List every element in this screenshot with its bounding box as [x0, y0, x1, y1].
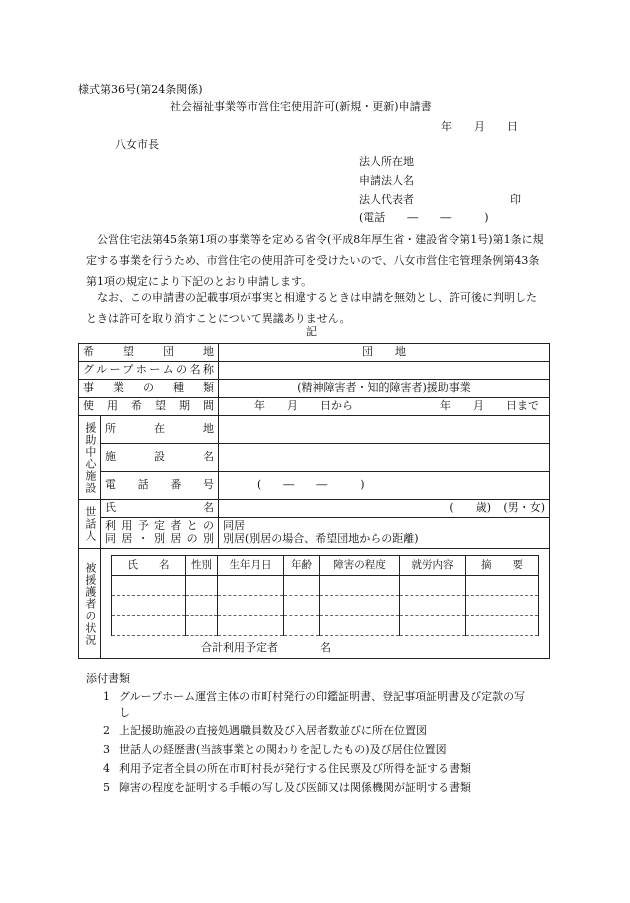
recipients-column-header: 障害の程度: [320, 556, 400, 576]
period-field[interactable]: [219, 398, 550, 416]
recipients-column-header: 就労内容: [400, 556, 466, 576]
ki-mark: 記: [306, 325, 317, 338]
recipients-column-header: 氏 名: [112, 556, 186, 576]
period-label: 使 用 希 望 期 間: [79, 398, 219, 416]
recipients-section: [101, 549, 550, 659]
attachment-item: [103, 760, 471, 778]
document-title: 社会福祉事業等市営住宅使用許可(新規・更新)申請書: [170, 100, 432, 113]
sex-value: (男・女): [503, 501, 545, 515]
phone-number-value: ( ― ― ): [257, 478, 365, 492]
age-value: ( 歳): [449, 501, 491, 515]
attachment-text: 上記援助施設の直接処遇職員数及び入居者数並びに所在位置図: [119, 724, 427, 737]
business-type-field[interactable]: (精神障害者・知的障害者)援助事業: [219, 380, 550, 398]
attachment-item: [103, 722, 427, 740]
body-paragraph-2: なお、この申請書の記載事項が事実と相違するときは申請を無効とし、許可後に判明したときは許可を取り消すことについて異議ありません。: [86, 291, 537, 325]
attachment-item: [103, 779, 471, 797]
form-number: 様式第36号(第24条関係): [78, 83, 203, 96]
desired-complex-label: 希 望 団 地: [79, 344, 219, 362]
total-label: 合計利用予定者: [201, 641, 278, 654]
application-table: [78, 343, 550, 659]
attachment-number: 4: [103, 762, 110, 775]
cohab-option-separate: 別居(別居の場合、希望団地からの距離): [223, 532, 419, 545]
support-center-label: 援助中心施設: [79, 416, 101, 500]
recipients-column-header: 摘 要: [466, 556, 539, 576]
attachment-number: 1: [103, 690, 110, 703]
body-paragraph-1: 公営住宅法第45条第1項の事業等を定める省令(平成8年厚生省・建設省令第1号)第1条に規定する事業を行うため、市営住宅の使用許可を受けたいので、八女市営住宅管理条例第43条第1項の規定により下記のとおり申請します。: [86, 233, 544, 288]
group-home-name-label: グループホームの名称: [79, 362, 219, 380]
attachment-text: 利用予定者全員の所在市町村長が発行する住民票及び所得を証する書類: [119, 762, 471, 775]
desired-complex-field[interactable]: 団 地: [219, 344, 550, 362]
addressee: 八女市長: [115, 138, 159, 151]
caretaker-name-label: 氏 名: [101, 500, 219, 518]
attachments-title: 添付書類: [86, 672, 130, 685]
period-from: 年 月 日から: [254, 399, 353, 413]
business-type-label: 事 業 の 種 類: [79, 380, 219, 398]
cohabitation-field[interactable]: [219, 518, 550, 549]
date-line: 年 月 日: [441, 120, 518, 133]
cohabitation-label: 利用予定者との 同居・別居の別: [101, 518, 219, 549]
phone-number-field[interactable]: [219, 472, 550, 500]
attachment-text: 世話人の経歴書(当該事業との関わりを記したもの)及び居住位置図: [119, 743, 447, 756]
total-row: [111, 640, 539, 656]
attachment-text-continued: し: [119, 706, 130, 719]
attachment-number: 5: [103, 781, 110, 794]
facility-name-field[interactable]: [219, 444, 550, 472]
attachment-number: 2: [103, 724, 110, 737]
recipients-subtable: [111, 555, 539, 636]
caretaker-label: 世話人: [79, 500, 101, 549]
representative-label: 法人代表者: [359, 193, 414, 206]
phone-label: (電話 ― ― ): [359, 211, 489, 224]
recipients-column-header: 性別: [186, 556, 218, 576]
attachment-item: [103, 688, 525, 706]
recipients-column-header: 生年月日: [218, 556, 284, 576]
caretaker-name-field[interactable]: [219, 500, 550, 518]
attachment-number: 3: [103, 743, 110, 756]
recipients-column-header: 年齢: [284, 556, 320, 576]
cohab-option-same: 同居: [223, 519, 245, 533]
location-label: 所 在 地: [101, 416, 219, 444]
facility-name-label: 施 設 名: [101, 444, 219, 472]
phone-number-label: 電 話 番 号: [101, 472, 219, 500]
group-home-name-field[interactable]: [219, 362, 550, 380]
address-label: 法人所在地: [359, 155, 414, 168]
attachment-item: [103, 741, 447, 759]
attachment-text: グループホーム運営主体の市町村発行の印鑑証明書、登記事項証明書及び定款の写: [119, 690, 526, 703]
corporation-name-label: 申請法人名: [359, 174, 414, 187]
location-field[interactable]: [219, 416, 550, 444]
seal-mark: 印: [510, 193, 521, 206]
attachment-text: 障害の程度を証明する手帳の写し及び医師又は関係機関が証明する書類: [119, 781, 471, 794]
period-to: 年 月 日まで: [440, 399, 539, 413]
total-unit: 名: [320, 641, 331, 654]
recipients-label: 被援護者の状況: [79, 549, 101, 659]
